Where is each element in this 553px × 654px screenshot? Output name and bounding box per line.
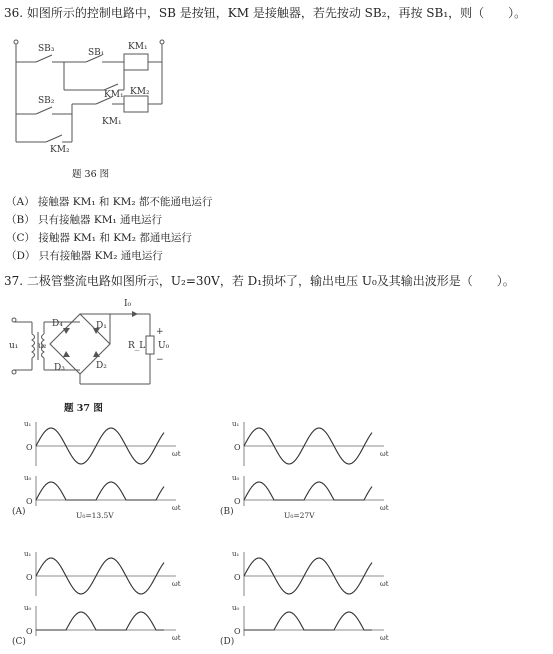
- label-u1-axis: u₁: [232, 550, 240, 558]
- label-km2-hold: KM₂: [50, 145, 70, 155]
- caption-37: 题 37 图: [64, 403, 103, 414]
- label-origin: O: [26, 443, 33, 452]
- label-wt-axis: ωt: [172, 504, 181, 512]
- label-origin: O: [234, 627, 241, 636]
- question-36-text: 36. 如图所示的控制电路中，SB 是按钮，KM 是接触器，若先按动 SB₂，再按 SB₁，则（ ）。: [4, 6, 527, 20]
- label-wt-axis: ωt: [172, 634, 181, 642]
- label-sb3: SB₃: [38, 44, 55, 54]
- output-wave: [36, 612, 164, 630]
- label-io: I₀: [124, 299, 132, 309]
- option-36-a[interactable]: （A） 接触器 KM₁ 和 KM₂ 都不能通电运行: [6, 196, 213, 208]
- output-wave: [244, 612, 372, 630]
- label-u1-axis: u₁: [232, 420, 240, 428]
- label-wt-axis: ωt: [380, 634, 389, 642]
- graph-option-d[interactable]: [220, 550, 389, 647]
- label-wt-axis: ωt: [380, 450, 389, 458]
- option-36-d[interactable]: （D） 只有接触器 KM₂ 通电运行: [6, 250, 163, 262]
- label-sb1: SB₁: [88, 48, 105, 58]
- label-origin: O: [234, 573, 241, 582]
- label-uo-axis: u₀: [232, 474, 240, 482]
- caption-36: 题 36 图: [72, 169, 110, 180]
- option-letter: (D): [220, 637, 235, 647]
- label-uo: U₀: [158, 341, 170, 351]
- label-u1-axis: u₁: [24, 550, 32, 558]
- label-rl: R_L: [128, 341, 146, 351]
- option-36-b[interactable]: （B） 只有接触器 KM₁ 通电运行: [6, 214, 163, 226]
- graph-option-a[interactable]: [12, 420, 181, 520]
- label-uo-axis: u₀: [232, 604, 240, 612]
- label-u2: u₂: [38, 341, 47, 350]
- option-36-c[interactable]: （C） 接触器 KM₁ 和 KM₂ 都通电运行: [6, 232, 192, 244]
- label-d1: D₁: [96, 321, 107, 331]
- label-origin: O: [234, 443, 241, 452]
- question-37-text: 37. 二极管整流电路如图所示，U₂=30V，若 D₁损坏了，输出电压 U₀及其输出波形是（ ）。: [4, 274, 515, 288]
- label-km2-coil: KM₂: [130, 87, 150, 97]
- circuit-diagram-36: [0, 0, 553, 170]
- label-u1-axis: u₁: [24, 420, 32, 428]
- label-origin: O: [26, 573, 33, 582]
- label-km1-contact-a: KM₁: [104, 90, 124, 100]
- option-value: U₀=27V: [284, 511, 315, 520]
- label-origin: O: [26, 497, 33, 506]
- option-letter: (A): [12, 507, 26, 517]
- label-origin: O: [26, 627, 33, 636]
- output-wave: [244, 482, 372, 500]
- label-d4: D₄: [52, 319, 63, 329]
- label-wt-axis: ωt: [172, 580, 181, 588]
- label-u1: u₁: [9, 341, 19, 351]
- graph-option-c[interactable]: [12, 550, 181, 647]
- label-uo-axis: u₀: [24, 474, 32, 482]
- label-d2: D₂: [96, 361, 107, 371]
- output-wave: [36, 482, 164, 500]
- label-sb2: SB₂: [38, 96, 55, 106]
- graph-option-b[interactable]: [220, 420, 389, 520]
- label-origin: O: [234, 497, 241, 506]
- label-uo-axis: u₀: [24, 604, 32, 612]
- option-letter: (B): [220, 507, 234, 517]
- label-d3: D₃: [54, 363, 65, 373]
- waveform-graphs: [0, 414, 553, 654]
- label-wt-axis: ωt: [380, 504, 389, 512]
- label-plus: +: [156, 327, 164, 337]
- label-wt-axis: ωt: [172, 450, 181, 458]
- option-letter: (C): [12, 637, 26, 647]
- label-km1-coil: KM₁: [128, 42, 148, 52]
- option-value: U₀=13.5V: [76, 511, 114, 520]
- label-km1-contact-b: KM₁: [102, 117, 122, 127]
- label-wt-axis: ωt: [380, 580, 389, 588]
- label-minus: −: [156, 355, 164, 365]
